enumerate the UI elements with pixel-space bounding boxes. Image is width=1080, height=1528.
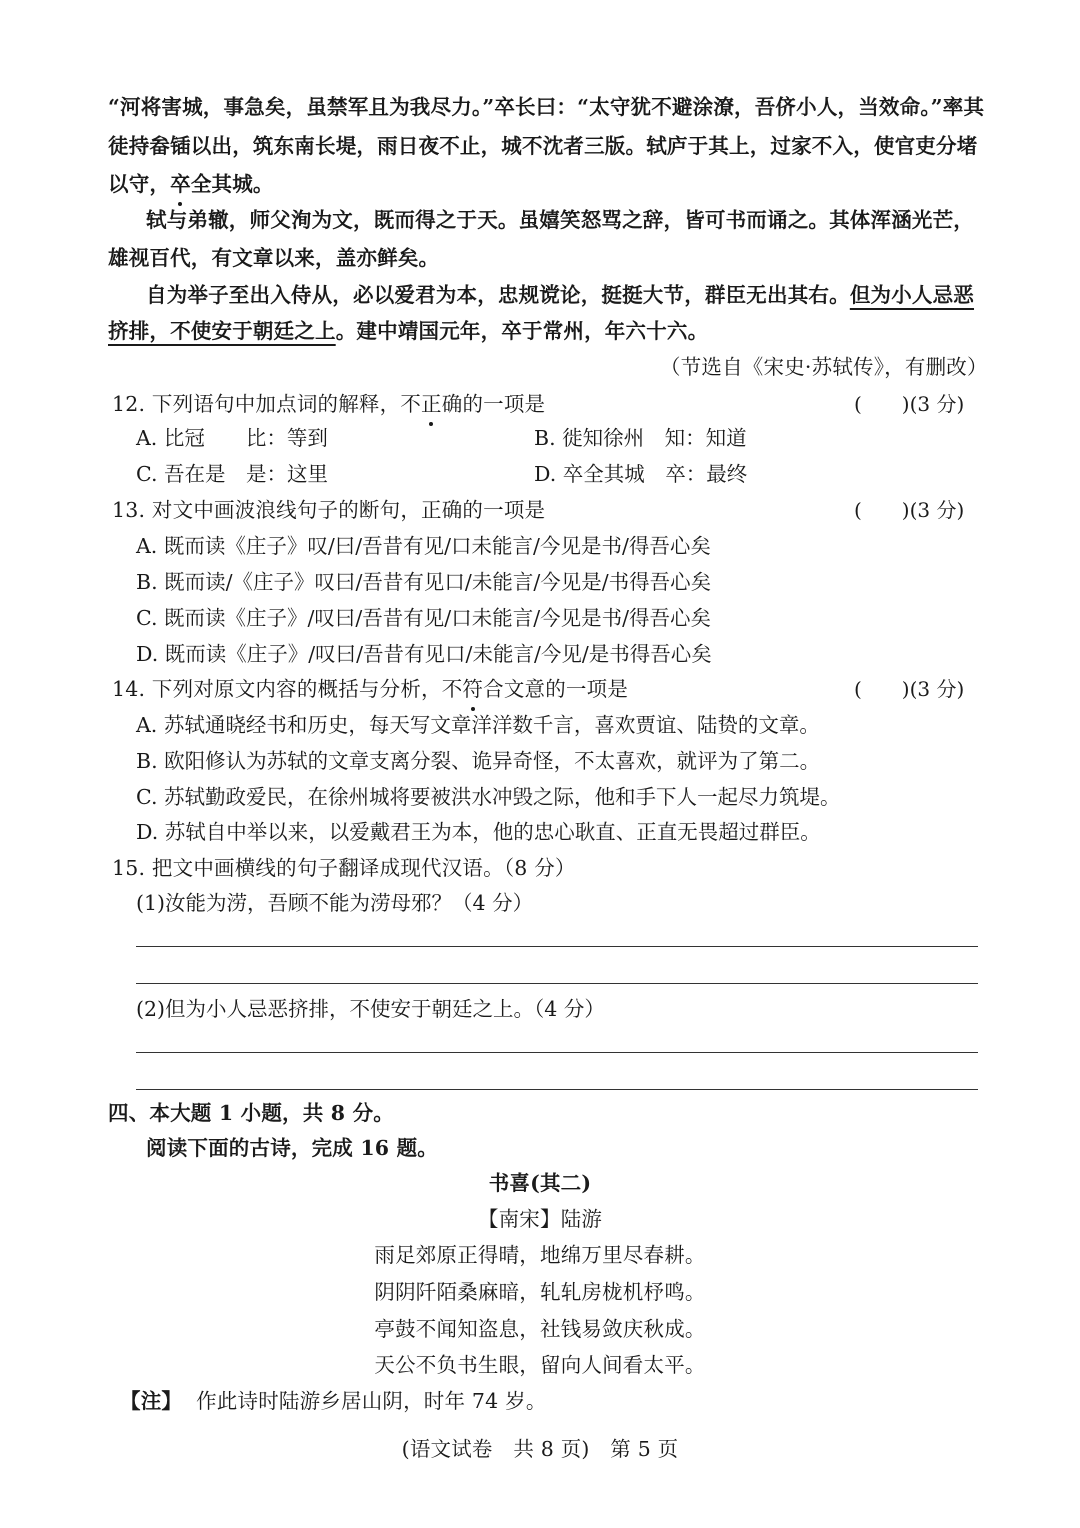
poem-note-label: 【注】 [120, 1389, 183, 1413]
question-12-score: ( )(3 分) [854, 392, 965, 416]
question-12-option-c: C. 吾在是 是：这里 [136, 462, 328, 486]
question-14-stem: 14. 下列对原文内容的概括与分析，不符合文意的一项是 [112, 674, 628, 704]
question-13-option-c: C. 既而读《庄子》/叹曰/吾昔有见/口未能言/今见是书/得吾心矣 [136, 606, 712, 630]
question-12-stem: 12. 下列语句中加点词的解释，不正确的一项是 [112, 389, 545, 419]
question-15-stem: 15. 把文中画横线的句子翻译成现代汉语。（8 分） [112, 856, 576, 880]
passage-line: 徒持畚锸以出，筑东南长堤，雨日夜不止，城不沈者三版。轼庐于其上，过家不入，使官吏分堵 [108, 134, 978, 158]
question-12-option-d: D. 卒全其城 卒：最终 [534, 462, 748, 486]
question-14-option-a: A. 苏轼通晓经书和历史，每天写文章洋洋数千言，喜欢贾谊、陆贽的文章。 [136, 713, 820, 737]
question-14-option-c: C. 苏轼勤政爱民，在徐州城将要被洪水冲毁之际，他和手下人一起尽力筑堤。 [136, 785, 841, 809]
poem-line: 亭鼓不闻知盗息，社钱易敛庆秋成。 [374, 1317, 706, 1341]
question-13-option-b: B. 既而读/《庄子》叹曰/吾昔有见口/未能言/今见是/书得吾心矣 [136, 570, 712, 594]
question-14-option-d: D. 苏轼自中举以来，以爱戴君王为本，他的忠心耿直、正直无畏超过群臣。 [136, 820, 821, 844]
dotted-word: 不符合 [442, 674, 504, 704]
question-12-option-b: B. 徙知徐州 知：知道 [534, 426, 747, 450]
poem-note-text: 作此诗时陆游乡居山阴，时年 74 岁。 [196, 1389, 547, 1413]
passage-text: 自为举子至出入侍从，必以爱君为本，忠规谠论，挺挺大节，群臣无出其右。 [146, 283, 850, 307]
section-4-instruction: 阅读下面的古诗，完成 16 题。 [146, 1136, 439, 1160]
poem-author: 【南宋】陆游 [477, 1207, 603, 1231]
poem-title: 书喜(其二) [488, 1171, 592, 1195]
question-14-score: ( )(3 分) [854, 677, 965, 701]
passage-text: 。建中靖国元年，卒于常州，年六十六。 [335, 319, 709, 343]
question-13-option-d: D. 既而读《庄子》/叹曰/吾昔有见口/未能言/今见/是书得吾心矣 [136, 642, 712, 666]
answer-line[interactable] [136, 946, 978, 947]
question-14-option-b: B. 欧阳修认为苏轼的文章支离分裂、诡异奇怪，不太喜欢，就评为了第二。 [136, 749, 821, 773]
answer-line[interactable] [136, 1089, 978, 1090]
poem-line: 阴阴阡陌桑麻暗，轧轧房栊机杼鸣。 [374, 1280, 706, 1304]
poem-line: 天公不负书生眼，留向人间看太平。 [374, 1353, 706, 1377]
dotted-word: 卒 [170, 169, 191, 199]
passage-text: 全其城。 [190, 172, 274, 196]
poem-line: 雨足郊原正得晴，地绵万里尽春耕。 [374, 1243, 706, 1267]
question-13-stem: 13. 对文中画波浪线句子的断句，正确的一项是 [112, 498, 546, 522]
underlined-sentence: 但为小人忌恶 [849, 283, 975, 307]
passage-text: 以守， [108, 172, 171, 196]
passage-line: 雄视百代，有文章以来，盖亦鲜矣。 [108, 246, 440, 270]
question-13-score: ( )(3 分) [854, 498, 965, 522]
passage-line [108, 316, 708, 346]
question-15-sub-1: (1)汝能为涝，吾顾不能为涝母邪？（4 分） [136, 891, 534, 915]
dotted-word: 不正确 [400, 389, 462, 419]
passage-source: （节选自《宋史·苏轼传》，有删改） [660, 355, 988, 379]
passage-line [146, 280, 974, 310]
section-4-title: 四、本大题 1 小题，共 8 分。 [108, 1101, 394, 1125]
underlined-sentence: 挤排，不使安于朝廷之上 [108, 319, 336, 343]
answer-line[interactable] [136, 1052, 978, 1053]
question-13-option-a: A. 既而读《庄子》叹/曰/吾昔有见/口未能言/今见是书/得吾心矣 [136, 534, 711, 558]
poem-note [120, 1386, 547, 1416]
page-footer: (语文试卷 共 8 页) 第 5 页 [401, 1437, 679, 1461]
passage-line: 轼与弟辙，师父洵为文，既而得之于天。虽嬉笑怒骂之辞，皆可书而诵之。其体浑涵光芒， [146, 208, 974, 232]
passage-line [108, 169, 274, 199]
passage-line: “河将害城，事急矣，虽禁军且为我尽力。”卒长曰：“太守犹不避涂潦，吾侪小人，当效命。”率其 [108, 95, 985, 119]
answer-line[interactable] [136, 983, 978, 984]
question-15-sub-2: (2)但为小人忌恶挤排，不使安于朝廷之上。（4 分） [136, 997, 605, 1021]
question-12-option-a: A. 比冠 比：等到 [136, 426, 328, 450]
